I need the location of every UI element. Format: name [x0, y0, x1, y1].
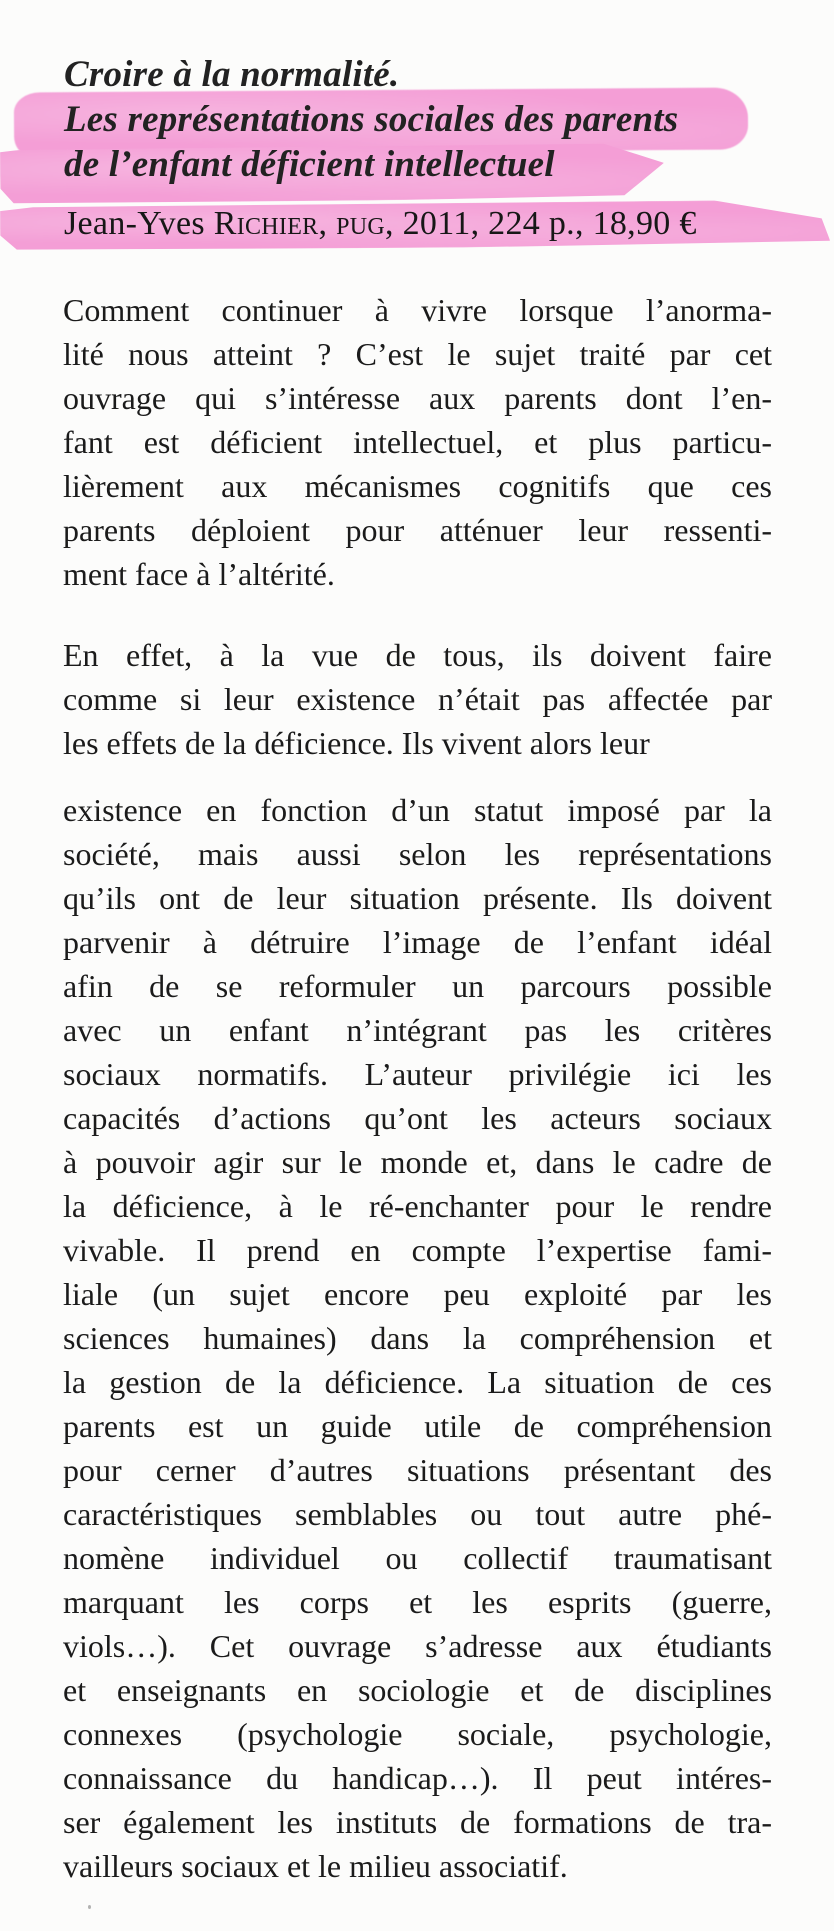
review-paragraph: [63, 288, 772, 596]
review-text-line: pour cerner d’autres situations présentant des: [63, 1452, 772, 1488]
review-text-line: lièrement aux mécanismes cognitifs que ces: [63, 468, 772, 504]
book-title-line-1: Croire à la normalité.: [64, 54, 400, 95]
review-text-line: fant est déficient intellectuel, et plus particu-: [63, 424, 772, 460]
review-text-line: nomène individuel ou collectif traumatisant: [63, 1540, 772, 1576]
book-title-line-2: Les représentations sociales des parents: [64, 99, 679, 140]
author-publication-line: [64, 202, 804, 246]
review-text-line: existence en fonction d’un statut imposé par la: [63, 792, 772, 828]
review-text-line: capacités d’actions qu’ont les acteurs sociaux: [63, 1100, 772, 1136]
review-text-line: et enseignants en sociologie et de disciplines: [63, 1672, 772, 1708]
review-text-line: parents est un guide utile de compréhension: [63, 1408, 772, 1444]
review-text-line: viols…). Cet ouvrage s’adresse aux étudiants: [63, 1628, 772, 1664]
publication-details: , 2011, 224 p., 18,90 €: [385, 205, 697, 242]
review-text-line: ment face à l’altérité.: [63, 556, 335, 592]
review-text-line: Comment continuer à vivre lorsque l’anorma-: [63, 292, 772, 328]
review-text-line: caractéristiques semblables ou tout autre phé-: [63, 1496, 772, 1532]
scan-artifact: [88, 1905, 91, 1909]
review-text-line: qu’ils ont de leur situation présente. Ils doivent: [63, 880, 772, 916]
review-text-line: connaissance du handicap…). Il peut intéres-: [63, 1760, 772, 1796]
review-text-line: à pouvoir agir sur le monde et, dans le cadre de: [63, 1144, 772, 1180]
review-text-line: liale (un sujet encore peu exploité par les: [63, 1276, 772, 1312]
review-text-line: comme si leur existence n’était pas affectée par: [63, 681, 772, 717]
review-text-line: société, mais aussi selon les représentations: [63, 836, 772, 872]
review-paragraph: [63, 788, 772, 1888]
author-first-name: Jean-Yves: [64, 205, 214, 242]
review-body: [63, 288, 772, 1888]
author-surname: Richier: [213, 205, 319, 242]
book-title: [64, 52, 804, 187]
review-text-line: vailleurs sociaux et le milieu associatif.: [63, 1848, 568, 1884]
review-text-line: vivable. Il prend en compte l’expertise fami-: [63, 1232, 772, 1268]
review-text-line: la gestion de la déficience. La situation de ces: [63, 1364, 772, 1400]
review-text-line: connexes (psychologie sociale, psychologie,: [63, 1716, 772, 1752]
review-text-line: lité nous atteint ? C’est le sujet traité par cet: [63, 336, 772, 372]
review-text-line: sciences humaines) dans la compréhension et: [63, 1320, 772, 1356]
review-text-line: parvenir à détruire l’image de l’enfant idéal: [63, 924, 772, 960]
review-text-line: la déficience, à le ré-enchanter pour le rendre: [63, 1188, 772, 1224]
review-text-line: avec un enfant n’intégrant pas les critères: [63, 1012, 772, 1048]
review-paragraph: [63, 633, 772, 765]
review-text-line: les effets de la déficience. Ils vivent alors leur: [63, 725, 650, 761]
review-text-line: En effet, à la vue de tous, ils doivent faire: [63, 637, 772, 673]
review-text-line: sociaux normatifs. L’auteur privilégie ici les: [63, 1056, 772, 1092]
publisher-name: pug: [336, 205, 386, 242]
review-text-line: ouvrage qui s’intéresse aux parents dont l’en-: [63, 380, 772, 416]
review-text-line: afin de se reformuler un parcours possible: [63, 968, 772, 1004]
book-title-line-3: de l’enfant déficient intellectuel: [64, 144, 555, 185]
author-separator: ,: [318, 205, 337, 242]
review-text-line: marquant les corps et les esprits (guerre,: [63, 1584, 772, 1620]
review-text-line: parents déploient pour atténuer leur ressenti-: [63, 512, 772, 548]
review-text-line: ser également les instituts de formations de tra-: [63, 1804, 772, 1840]
